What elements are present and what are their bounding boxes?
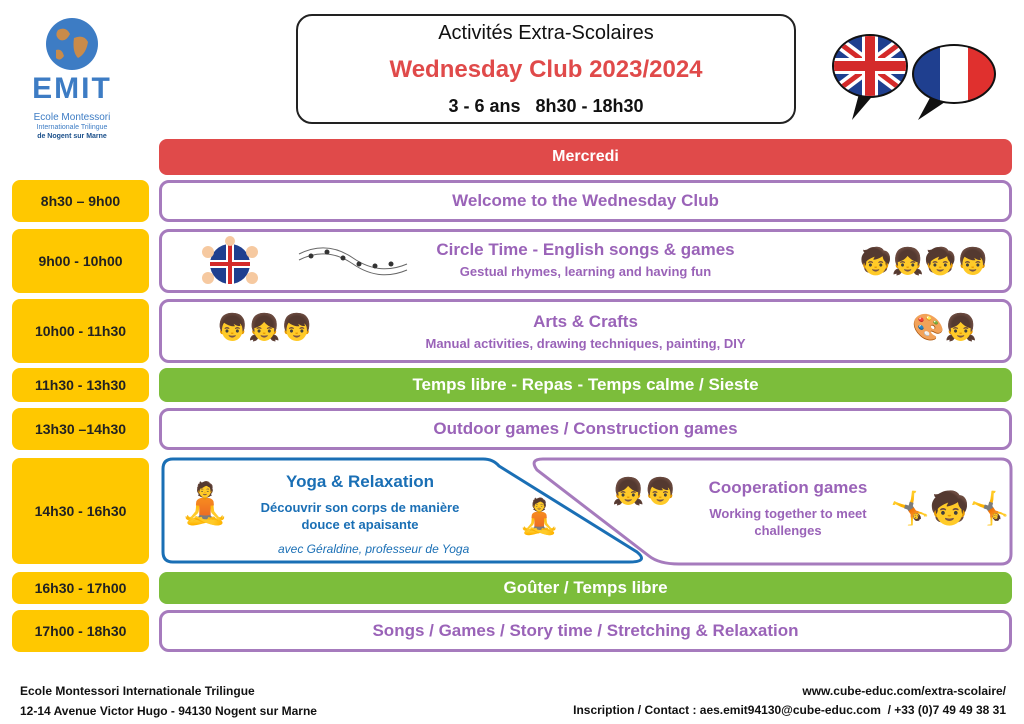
cooperation-subtitle-line2: challenges	[754, 523, 822, 538]
time-slot-3: 10h00 - 11h30	[12, 299, 149, 363]
activity-songs-games	[159, 610, 1012, 652]
activity-subtitle: Gestual rhymes, learning and having fun	[459, 264, 712, 279]
logo-school-line2: Internationale Trilingue	[36, 124, 108, 131]
logo-letters: EMIT	[32, 72, 112, 105]
yoga-title: Yoga & Relaxation	[286, 472, 434, 491]
time-slot-4: 11h30 - 13h30	[12, 368, 149, 402]
header-title-box	[296, 14, 796, 124]
activity-outdoor-games	[159, 408, 1012, 450]
day-header: Mercredi	[159, 139, 1012, 175]
logo-school-line3: de Nogent sur Marne	[37, 133, 107, 140]
yoga-teacher: avec Géraldine, professeur de Yoga	[278, 542, 470, 556]
time-slot-8: 17h00 - 18h30	[12, 610, 149, 652]
activity-title: Songs / Games / Story time / Stretching & Relaxation	[372, 621, 799, 640]
children-crafting-illustration: 👦👧👦	[216, 312, 314, 342]
footer-website[interactable]: www.cube-educ.com/extra-scolaire/	[802, 684, 1006, 698]
girl-painting-illustration: 🎨👧	[912, 312, 977, 342]
activity-subtitle: Manual activities, drawing techniques, painting, DIY	[425, 336, 746, 351]
cooperation-title: Cooperation games	[708, 478, 868, 497]
time-slot-1: 8h30 – 9h00	[12, 180, 149, 222]
header-title: Wednesday Club 2023/2024	[389, 56, 703, 83]
french-flag-speech-bubble	[908, 40, 998, 122]
activity-title: Arts & Crafts	[533, 312, 638, 331]
uk-flag-speech-bubble	[830, 30, 910, 122]
activity-circle-time	[159, 229, 1012, 293]
logo-school-line1: Ecole Montessori	[33, 112, 111, 123]
footer-address: 12-14 Avenue Victor Hugo - 94130 Nogent sur Marne	[20, 704, 317, 718]
activity-arts-crafts	[159, 299, 1012, 363]
yoga-subtitle-line1: Découvrir son corps de manière	[260, 500, 460, 515]
time-slot-6: 14h30 - 16h30	[12, 458, 149, 564]
time-slot-2: 9h00 - 10h00	[12, 229, 149, 293]
footer-school-name: Ecole Montessori Internationale Trilingue	[20, 684, 255, 698]
header-line3: 3 - 6 ans 8h30 - 18h30	[448, 96, 644, 116]
activity-title: Welcome to the Wednesday Club	[452, 191, 719, 210]
child-yoga-illustration: 🧘	[180, 482, 230, 526]
time-slot-5: 13h30 –14h30	[12, 408, 149, 450]
singing-children-illustration: 🧒👧🧒👦	[859, 246, 989, 276]
yoga-subtitle-line2: douce et apaisante	[301, 517, 419, 532]
activity-snack: Goûter / Temps libre	[159, 572, 1012, 604]
children-jumping-illustration: 🤸🧒🤸	[890, 490, 1010, 526]
school-logo	[22, 14, 122, 144]
time-slot-7: 16h30 - 17h00	[12, 572, 149, 604]
activity-free-time-lunch: Temps libre - Repas - Temps calme / Sieste	[159, 368, 1012, 402]
activity-title: Circle Time - English songs & games	[436, 240, 735, 259]
children-cooperation-illustration: 👧👦	[612, 476, 677, 506]
child-stretching-illustration: 🧘	[518, 498, 561, 536]
activity-title: Outdoor games / Construction games	[433, 419, 738, 438]
header-line1: Activités Extra-Scolaires	[438, 22, 654, 44]
cooperation-subtitle-line1: Working together to meet	[709, 506, 867, 521]
globe-icon	[44, 16, 100, 72]
footer-contact[interactable]: Inscription / Contact : aes.emit94130@cube-educ.com / +33 (0)7 49 49 38 31	[573, 703, 1006, 717]
activity-welcome	[159, 180, 1012, 222]
